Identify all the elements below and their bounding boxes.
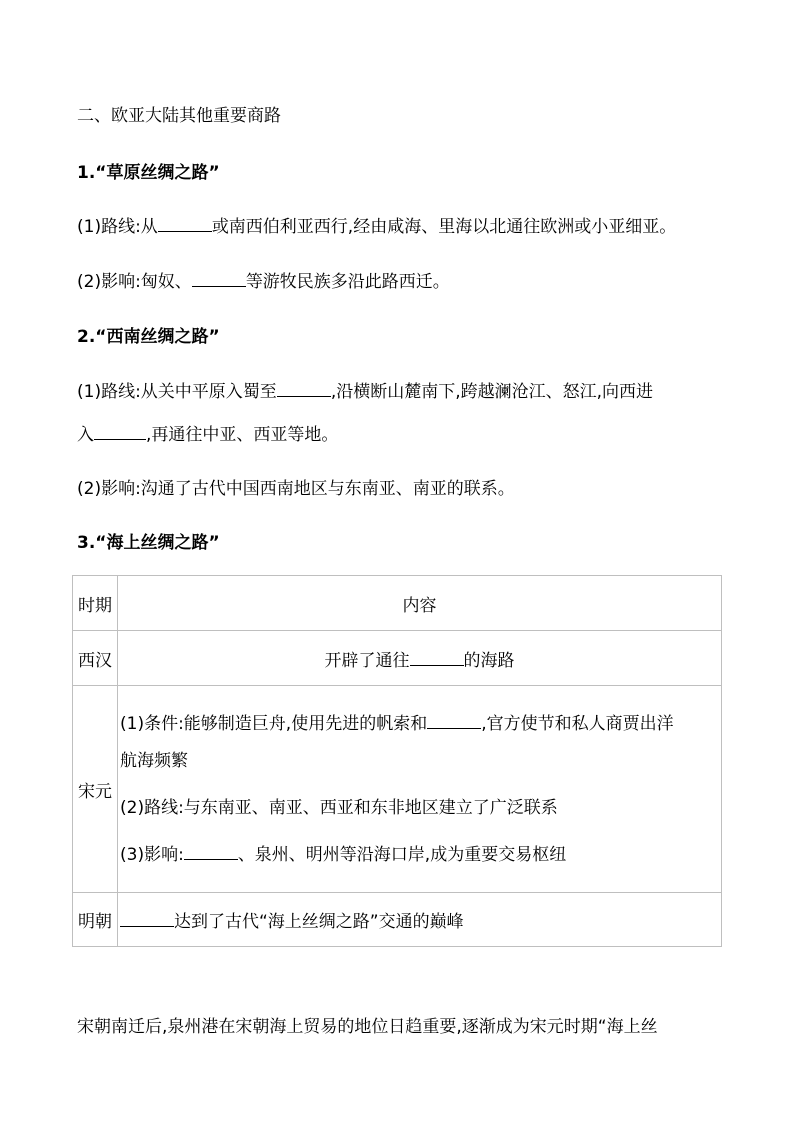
xihan-content <box>118 631 722 686</box>
table-row <box>73 686 722 893</box>
ming-content <box>118 893 722 947</box>
ming-suffix: 达到了古代“海上丝绸之路”交通的巅峰 <box>174 912 464 932</box>
songyuan-impact <box>120 843 717 867</box>
songyuan-cond-prefix: (1)条件:能够制造巨舟,使用先进的帆索和 <box>120 713 428 734</box>
steppe-route-suffix: 或南西伯利亚西行,经由咸海、里海以北通往欧洲或小亚细亚。 <box>211 217 677 237</box>
xihan-prefix: 开辟了通往 <box>324 650 410 671</box>
period-songyuan: 宋元 <box>73 686 118 893</box>
maritime-heading: 3.“海上丝绸之路” <box>77 533 220 553</box>
fill-blank[interactable] <box>427 712 481 729</box>
fill-blank[interactable] <box>192 270 246 287</box>
fill-blank[interactable] <box>94 423 146 440</box>
southwest-route-mid: ,沿横断山麓南下,跨越澜沧江、怒江,向西进 <box>330 382 654 402</box>
xihan-suffix: 的海路 <box>463 650 515 671</box>
fill-blank[interactable] <box>120 910 174 927</box>
steppe-impact-suffix: 等游牧民族多沿此路西迁。 <box>245 272 450 292</box>
period-xihan: 西汉 <box>73 631 118 686</box>
southwest-heading: 2.“西南丝绸之路” <box>77 327 220 347</box>
southwest-route-prefix: (1)路线:从关中平原入蜀至 <box>77 382 277 402</box>
steppe-route-prefix: (1)路线:从 <box>77 217 158 237</box>
table-row <box>73 631 722 686</box>
songyuan-impact-prefix: (3)影响: <box>120 844 184 865</box>
period-ming: 明朝 <box>73 893 118 947</box>
songyuan-cond-line2: 航海频繁 <box>120 750 188 771</box>
southwest-impact: (2)影响:沟通了古代中国西南地区与东南亚、南亚的联系。 <box>77 479 515 499</box>
section-title: 二、欧亚大陆其他重要商路 <box>77 106 281 126</box>
table-row <box>73 893 722 947</box>
header-content: 内容 <box>118 576 722 631</box>
southwest-route <box>77 380 653 404</box>
songyuan-content <box>118 686 722 893</box>
steppe-route <box>77 215 676 239</box>
fill-blank[interactable] <box>410 649 464 666</box>
bottom-paragraph: 宋朝南迁后,泉州港在宋朝海上贸易的地位日趋重要,逐渐成为宋元时期“海上丝 <box>77 1017 658 1037</box>
steppe-heading: 1.“草原丝绸之路” <box>77 163 220 183</box>
steppe-impact <box>77 270 450 294</box>
songyuan-cond-suffix: ,官方使节和私人商贾出洋 <box>481 713 674 734</box>
header-period: 时期 <box>73 576 118 631</box>
maritime-table <box>72 575 722 947</box>
southwest-route-line2-prefix: 入 <box>77 425 94 445</box>
songyuan-route: (2)路线:与东南亚、南亚、西亚和东非地区建立了广泛联系 <box>120 797 558 818</box>
steppe-impact-prefix: (2)影响:匈奴、 <box>77 272 192 292</box>
southwest-route-line2 <box>77 423 338 447</box>
fill-blank[interactable] <box>184 843 238 860</box>
southwest-route-line2-suffix: ,再通往中亚、西亚等地。 <box>146 425 339 445</box>
songyuan-impact-suffix: 、泉州、明州等沿海口岸,成为重要交易枢纽 <box>237 844 567 865</box>
table-row <box>73 576 722 631</box>
fill-blank[interactable] <box>158 215 212 232</box>
songyuan-condition <box>120 712 717 736</box>
fill-blank[interactable] <box>277 380 331 397</box>
